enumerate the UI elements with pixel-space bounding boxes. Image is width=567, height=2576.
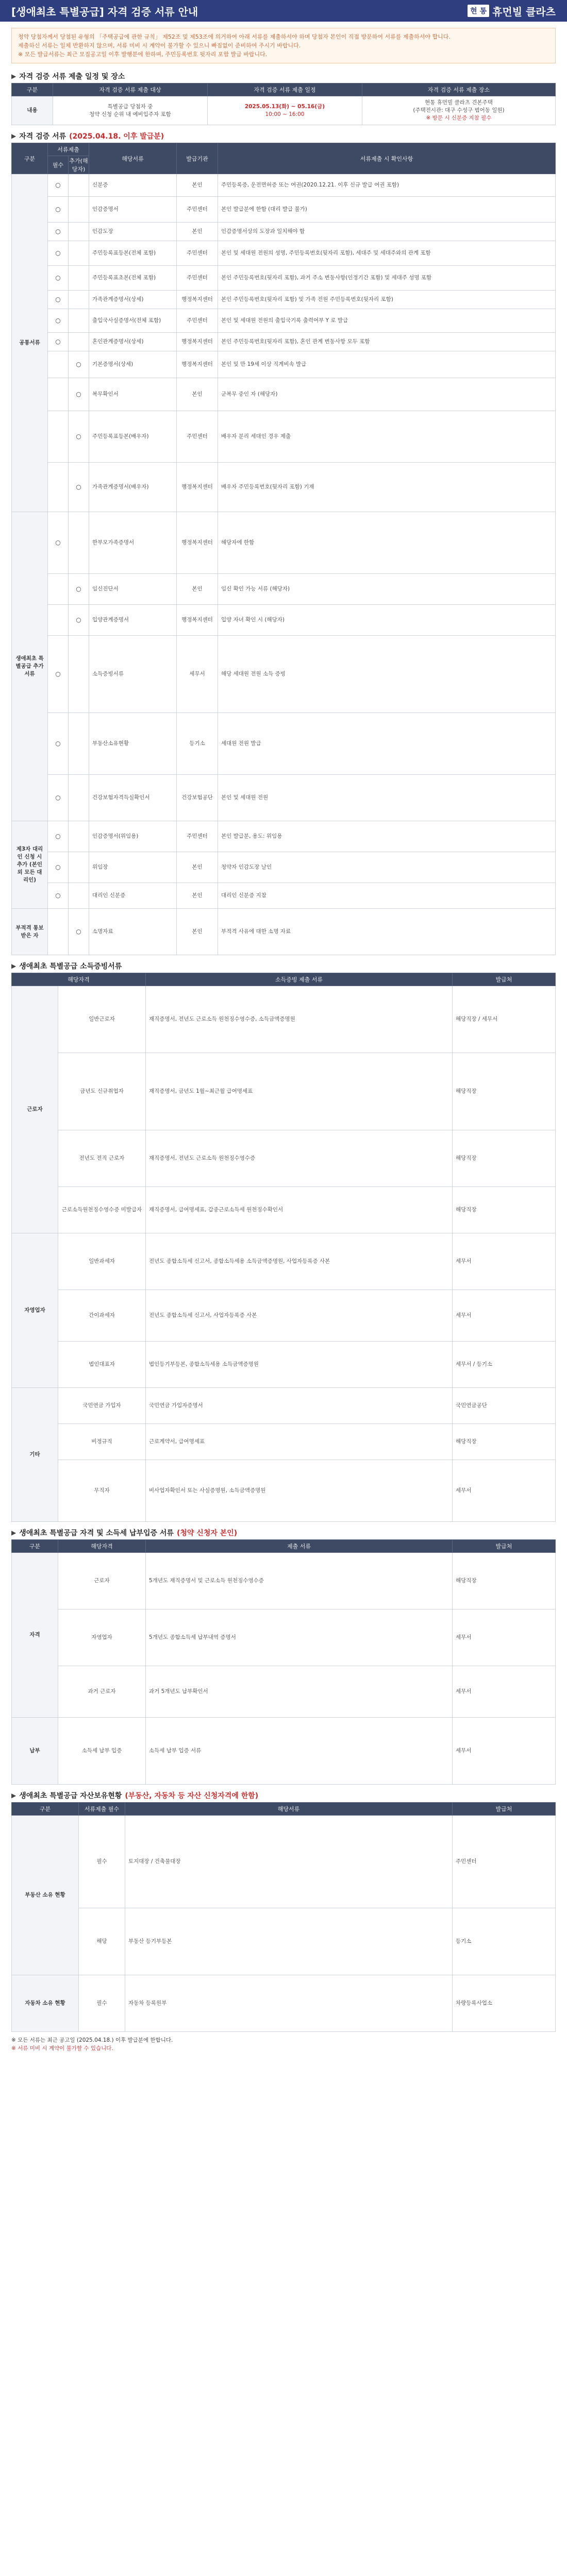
category-cell: 제3자 대리인 신청 시 추가 (본인 외 모든 대리인): [12, 821, 48, 909]
doc-note: 본인 발급분, 용도: 위임용: [218, 821, 556, 852]
issuer-cell: 해당직장: [453, 1053, 556, 1130]
doc-note: 본인 및 세대원 전원의 성명, 주민등록번호(뒷자리 포함), 세대주 및 세대주와의 관계 포함: [218, 241, 556, 266]
issuer-cell: 등기소: [453, 1908, 556, 1975]
doc-cell: 과거 5개년도 납부확인서: [146, 1666, 453, 1718]
logo-box: 현 통: [468, 5, 489, 17]
doc-cell: 토지대장 / 건축물대장: [125, 1816, 453, 1908]
issuer-cell: 본인: [177, 852, 218, 883]
issuer-cell: 등기소: [177, 713, 218, 775]
page-header: [0, 0, 567, 22]
doc-note: 본인 주민등록번호(뒷자리 포함), 과거 주소 변동사항(인정기간 포함) 및 세대주 성명 포함: [218, 266, 556, 291]
header-cell: 구분: [12, 83, 53, 96]
header-cell: 자격 검증 서류 제출 일정: [208, 83, 362, 96]
doc-cell: 부동산 등기부등본: [125, 1908, 453, 1975]
sub-cell: 근로자: [58, 1553, 146, 1609]
doc-cell: 국민연금 가입자증명서: [146, 1388, 453, 1424]
doc-note: 배우자 주민등록번호(뒷자리 포함) 기재: [218, 463, 556, 512]
sub-cell: 일반근로자: [58, 986, 146, 1053]
doc-note: 주민등록증, 운전면허증 또는 여권(2020.12.21. 이후 신규 발급 여권 포함): [218, 174, 556, 197]
issuer-cell: 해당직장 / 세무서: [453, 986, 556, 1053]
triangle-icon: ▶: [11, 1792, 16, 1799]
header-cell: 발급처: [453, 1803, 556, 1816]
sub-cell: 국민연금 가입자: [58, 1388, 146, 1424]
issuer-cell: 주민센터: [177, 197, 218, 223]
schedule-table: [11, 83, 556, 125]
doc-cell: 재직증명서, 전년도 근로소득 원천징수영수증: [146, 1130, 453, 1187]
doc-name: 복무확인서: [89, 378, 177, 411]
issuer-cell: 세무서 / 등기소: [453, 1342, 556, 1388]
place-cell: 현통 휴먼빌 클라츠 견본주택 (주택전시관: 대구 수성구 범어동 일원) ※ 방문 시 신분증 지참 필수: [362, 96, 556, 125]
issuer-cell: 본인: [177, 883, 218, 909]
footer-line: ※ 모든 서류는 최근 공고일 (2025.04.18.) 이후 발급분에 한합니다.: [11, 2037, 173, 2043]
doc-note: 배우자 분리 세대인 경우 제출: [218, 411, 556, 463]
header-cell: 서류제출 시 확인사항: [218, 143, 556, 174]
issuer-cell: 본인: [177, 378, 218, 411]
doc-cell: 재직증명서, 금년도 1월~최근월 급여명세표: [146, 1053, 453, 1130]
target-cell: 특별공급 당첨자 중 청약 신청 순위 내 예비입주자 포함: [53, 96, 208, 125]
issuer-cell: 해당직장: [453, 1553, 556, 1609]
issuer-cell: 주민센터: [177, 411, 218, 463]
issuer-cell: 행정복지센터: [177, 351, 218, 378]
doc-note: 입양 자녀 확인 시 (해당자): [218, 605, 556, 636]
header-cell: 필수: [48, 156, 69, 174]
issuer-cell: 세무서: [453, 1290, 556, 1342]
doc-name: 가족관계증명서(상세): [89, 291, 177, 309]
category-cell: 부적격 통보 받은 자: [12, 909, 48, 955]
doc-name: 대리인 신분증: [89, 883, 177, 909]
doc-name: 건강보험자격득실확인서: [89, 775, 177, 821]
doc-cell: 법인등기부등본, 종합소득세용 소득금액증명원: [146, 1342, 453, 1388]
doc-cell: 전년도 종합소득세 신고서, 사업자등록증 사본: [146, 1290, 453, 1342]
doc-name: 주민등록표등본(전체 포함): [89, 241, 177, 266]
doc-cell: 전년도 종합소득세 신고서, 종합소득세용 소득금액증명원, 사업자등록증 사본: [146, 1233, 453, 1290]
sub-cell: 소득세 납부 입증: [58, 1718, 146, 1785]
category-cell: 부동산 소유 현황: [12, 1816, 79, 1975]
category-cell: 자영업자: [12, 1233, 58, 1388]
header-cell: 발급기관: [177, 143, 218, 174]
header-cell: 소득증빙 제출 서류: [146, 973, 453, 986]
issuer-cell: 해당직장: [453, 1424, 556, 1460]
notice-box: [11, 28, 556, 63]
doc-cell: 소득세 납부 입증 서류: [146, 1718, 453, 1785]
issuer-cell: 본인: [177, 174, 218, 197]
header-cell: 해당서류: [125, 1803, 453, 1816]
category-cell: 자동차 소유 현황: [12, 1975, 79, 2032]
section2-title: ▶ 자격 검증 서류 (2025.04.18. 이후 발급분): [11, 132, 164, 141]
doc-name: 소명자료: [89, 909, 177, 955]
issuer-cell: 주민센터: [177, 309, 218, 333]
doc-cell: 재직증명서, 전년도 근로소득 원천징수영수증, 소득금액증명원: [146, 986, 453, 1053]
issuer-cell: 행정복지센터: [177, 291, 218, 309]
sub-cell: 법인대표자: [58, 1342, 146, 1388]
logo-text: 휴먼빌 클라츠: [492, 5, 556, 18]
issuer-cell: 본인: [177, 223, 218, 241]
header-cell: 발급처: [453, 1540, 556, 1553]
issuer-cell: 주민센터: [177, 241, 218, 266]
doc-note: 본인 및 만 19세 이상 직계비속 발급: [218, 351, 556, 378]
tax-table: 구분 해당자격 제출 서류 발급처 자격 근로자 5개년도 재직증명서 및 근로소득 원천징수영수증 해당직장 자영업자 5개년도 종합소득세 납부내역 증명서 세무서 과거 근로자 과거 5개년도 납부확인서 세무서 납부 소득세 납부 입증 소득세 납부 입증 서류 세무서: [11, 1539, 556, 1785]
asset-table: 구분 서류제출 필수 해당서류 발급처 부동산 소유 현황 필수 토지대장 / 건축물대장 주민센터 해당 부동산 등기부등본 등기소 자동차 소유 현황 필수 자동차 등록원부 차량등록사업소: [11, 1802, 556, 2032]
notice-line: 청약 당첨자께서 당첨된 유형의 「주택공급에 관한 규칙」 제52조 및 제53조에 의거하여 아래 서류를 제출하셔야 하며 당첨자 본인이 직접 방문하여 서류를 제출하셔야 합니다.: [18, 33, 451, 40]
date-cell: 2025.05.13(화) ~ 05.16(금) 10:00 ~ 16:00: [208, 96, 362, 125]
header-cell: 제출 서류: [146, 1540, 453, 1553]
doc-note: 부적격 사유에 대한 소명 자료: [218, 909, 556, 955]
sub-cell: 과거 근로자: [58, 1666, 146, 1718]
sub-cell: 근로소득원천징수영수증 미발급자: [58, 1187, 146, 1233]
category-cell: 기타: [12, 1388, 58, 1522]
doc-cell: 5개년도 종합소득세 납부내역 증명서: [146, 1609, 453, 1666]
notice-line: 제출하신 서류는 일체 반환하지 않으며, 서류 미비 시 계약이 불가할 수 있으니 빠짐없이 준비하여 주시기 바랍니다.: [18, 42, 301, 49]
header-cell: 발급처: [453, 973, 556, 986]
issuer-cell: 행정복지센터: [177, 463, 218, 512]
header-cell: 서류제출 필수: [79, 1803, 125, 1816]
doc-name: 입양관계증명서: [89, 605, 177, 636]
notice-line: ※ 모든 발급서류는 최근 모집공고일 이후 발행분에 한하며, 주민등록번호 뒷자리 포함 발급 바랍니다.: [18, 51, 268, 58]
doc-name: 인감도장: [89, 223, 177, 241]
sub-cell: 무직자: [58, 1460, 146, 1522]
header-cell: 해당자격: [58, 1540, 146, 1553]
documents-table: 구분 서류제출 해당서류 발급기관 서류제출 시 확인사항 필수 추가(해당자) 공통서류 ○ 신분증 본인 주민등록증, 운전면허증 또는 여권(2020.12.21. 이후 신규 발급 여권 포함) ○ 인감증명서 주민센터 본인 발급분에 한함 (대리 발급 불가) ○ 인감도장 본인 인감증명서상의 도장과 일치해야 함 ○ 주민등록표등본(전체 포함) 주민센터 본인 및 세대원 전원의 성명, 주민등록번호(뒷자리 포함), 세대주 및 세대주와의 관계 포함 ○ 주민등록표초본(전체 포함) 주민센터 본인 주민등록번호(뒷자리 포함), 과거 주소 변동사항(인정기간 포함) 및 세대주 성명 포함 ○ 가족관계증명서(상세) 행정복지센터 본인 주민등록번호(뒷자리 포함) 및 가족 전원 주민등록번호(뒷자리 포함) ○ 출입국사실증명서(전체 포함) 주민센터 본인 및 세대원 전원의 출입국기록 출력여부 Y 로 발급 ○ 혼인관계증명서(상세) 행정복지센터 본인 주민등록번호(뒷자리 포함), 혼인 관계 변동사항 모두 포함 ○ 기본증명서(상세) 행정복지센터 본인 및 만 19세 이상 직계비속 발급 ○ 복무확인서 본인 군복무 중인 자 (해당자) ○ 주민등록표등본(배우자) 주민센터 배우자 분리 세대인 경우 제출 ○ 가족관계증명서(배우자) 행정복지센터 배우자 주민등록번호(뒷자리 포함) 기재 생애최초 특별공급 추가서류 ○ 한부모가족증명서 행정복지센터 해당자에 한함 ○ 임신진단서 본인 임신 확인 가능 서류 (해당자) ○ 입양관계증명서 행정복지센터 입양 자녀 확인 시 (해당자) ○ 소득증빙서류 세무서 해당 세대원 전원 소득 증빙 ○ 부동산소유현황 등기소 세대원 전원 발급 ○ 건강보험자격득실확인서 건강보험공단 본인 및 세대원 전원 제3자 대리인 신청 시 추가 (본인 외 모든 대리인) ○ 인감증명서(위임용) 주민센터 본인 발급분, 용도: 위임용 ○ 위임장 본인 청약자 인감도장 날인 ○ 대리인 신분증 본인 대리인 신분증 지참 부적격 통보 받은 자 ○ 소명자료 본인 부적격 사유에 대한 소명 자료: [11, 143, 556, 955]
sub-cell: 간이과세자: [58, 1290, 146, 1342]
issuer-cell: 건강보험공단: [177, 775, 218, 821]
category-cell: 생애최초 특별공급 추가서류: [12, 512, 48, 821]
doc-name: 인감증명서(위임용): [89, 821, 177, 852]
issuer-cell: 본인: [177, 574, 218, 605]
doc-name: 위임장: [89, 852, 177, 883]
header-cell: 구분: [12, 143, 48, 174]
issuer-cell: 주민센터: [177, 266, 218, 291]
doc-name: 주민등록표등본(배우자): [89, 411, 177, 463]
issuer-cell: 세무서: [453, 1609, 556, 1666]
issuer-cell: 세무서: [453, 1666, 556, 1718]
doc-cell: 재직증명서, 급여명세표, 갑종근로소득세 원천징수확인서: [146, 1187, 453, 1233]
doc-name: 신분증: [89, 174, 177, 197]
doc-cell: 근로계약서, 급여명세표: [146, 1424, 453, 1460]
doc-name: 인감증명서: [89, 197, 177, 223]
category-cell: 공통서류: [12, 174, 48, 512]
doc-name: 주민등록표초본(전체 포함): [89, 266, 177, 291]
header-cell: 구분: [12, 1803, 79, 1816]
footer-notes: [11, 2036, 556, 2053]
doc-note: 해당 세대원 전원 소득 증빙: [218, 636, 556, 713]
doc-cell: 자동차 등록원부: [125, 1975, 453, 2032]
doc-name: 혼인관계증명서(상세): [89, 333, 177, 351]
doc-cell: 비사업자확인서 또는 사실증명원, 소득금액증명원: [146, 1460, 453, 1522]
sub-cell: 일반과세자: [58, 1233, 146, 1290]
issuer-cell: 세무서: [177, 636, 218, 713]
section4-title: ▶ 생애최초 특별공급 자격 및 소득세 납부입증 서류 (청약 신청자 본인): [11, 1529, 238, 1537]
issuer-cell: 본인: [177, 909, 218, 955]
income-table: [11, 973, 556, 1522]
header-cell: 서류제출: [48, 143, 89, 156]
issuer-cell: 행정복지센터: [177, 333, 218, 351]
footer-line: ※ 서류 미비 시 계약이 불가할 수 있습니다.: [11, 2045, 113, 2052]
doc-note: 대리인 신분증 지참: [218, 883, 556, 909]
doc-name: 부동산소유현황: [89, 713, 177, 775]
section3-title: ▶ 생애최초 특별공급 소득증빙서류: [11, 962, 122, 971]
doc-name: 임신진단서: [89, 574, 177, 605]
sub-cell: 금년도 신규취업자: [58, 1053, 146, 1130]
doc-note: 본인 및 세대원 전원: [218, 775, 556, 821]
issuer-cell: 국민연금공단: [453, 1388, 556, 1424]
header-cell: 자격 검증 서류 제출 장소: [362, 83, 556, 96]
triangle-icon: ▶: [11, 73, 16, 80]
doc-note: 인감증명서상의 도장과 일치해야 함: [218, 223, 556, 241]
section1-title: ▶ 자격 검증 서류 제출 일정 및 장소: [11, 73, 125, 81]
doc-note: 본인 주민등록번호(뒷자리 포함) 및 가족 전원 주민등록번호(뒷자리 포함): [218, 291, 556, 309]
header-cell: 자격 검증 서류 제출 대상: [53, 83, 208, 96]
header-cell: 추가(해당자): [69, 156, 89, 174]
issuer-cell: 세무서: [453, 1460, 556, 1522]
page-title: [생애최초 특별공급] 자격 검증 서류 안내: [11, 5, 198, 18]
issuer-cell: 해당직장: [453, 1130, 556, 1187]
header-cell: 해당자격: [12, 973, 146, 986]
issuer-cell: 주민센터: [177, 821, 218, 852]
doc-name: 소득증빙서류: [89, 636, 177, 713]
category-cell: 근로자: [12, 986, 58, 1233]
triangle-icon: ▶: [11, 1529, 16, 1536]
sub-cell: 자영업자: [58, 1609, 146, 1666]
triangle-icon: ▶: [11, 962, 16, 970]
doc-name: 출입국사실증명서(전체 포함): [89, 309, 177, 333]
header-cell: 구분: [12, 1540, 58, 1553]
brand-logo: [468, 4, 556, 19]
sub-cell: 비정규직: [58, 1424, 146, 1460]
doc-note: 본인 발급분에 한함 (대리 발급 불가): [218, 197, 556, 223]
doc-name: 한부모가족증명서: [89, 512, 177, 574]
issuer-cell: 주민센터: [453, 1816, 556, 1908]
doc-note: 임신 확인 가능 서류 (해당자): [218, 574, 556, 605]
issuer-cell: 해당직장: [453, 1187, 556, 1233]
header-cell: 해당서류: [89, 143, 177, 174]
triangle-icon: ▶: [11, 132, 16, 140]
section5-title: ▶ 생애최초 특별공급 자산보유현황 (부동산, 자동차 등 자산 신청자격에 한함): [11, 1792, 259, 1800]
doc-name: 기본증명서(상세): [89, 351, 177, 378]
issuer-cell: 행정복지센터: [177, 512, 218, 574]
row-label: 내용: [12, 96, 53, 125]
issuer-cell: 행정복지센터: [177, 605, 218, 636]
doc-note: 본인 주민등록번호(뒷자리 포함), 혼인 관계 변동사항 모두 포함: [218, 333, 556, 351]
doc-name: 가족관계증명서(배우자): [89, 463, 177, 512]
sub-cell: 전년도 전직 근로자: [58, 1130, 146, 1187]
issuer-cell: 세무서: [453, 1233, 556, 1290]
doc-note: 청약자 인감도장 날인: [218, 852, 556, 883]
doc-note: 세대원 전원 발급: [218, 713, 556, 775]
issuer-cell: 세무서: [453, 1718, 556, 1785]
doc-note: 해당자에 한함: [218, 512, 556, 574]
issuer-cell: 차량등록사업소: [453, 1975, 556, 2032]
doc-note: 군복무 중인 자 (해당자): [218, 378, 556, 411]
doc-cell: 5개년도 재직증명서 및 근로소득 원천징수영수증: [146, 1553, 453, 1609]
doc-note: 본인 및 세대원 전원의 출입국기록 출력여부 Y 로 발급: [218, 309, 556, 333]
